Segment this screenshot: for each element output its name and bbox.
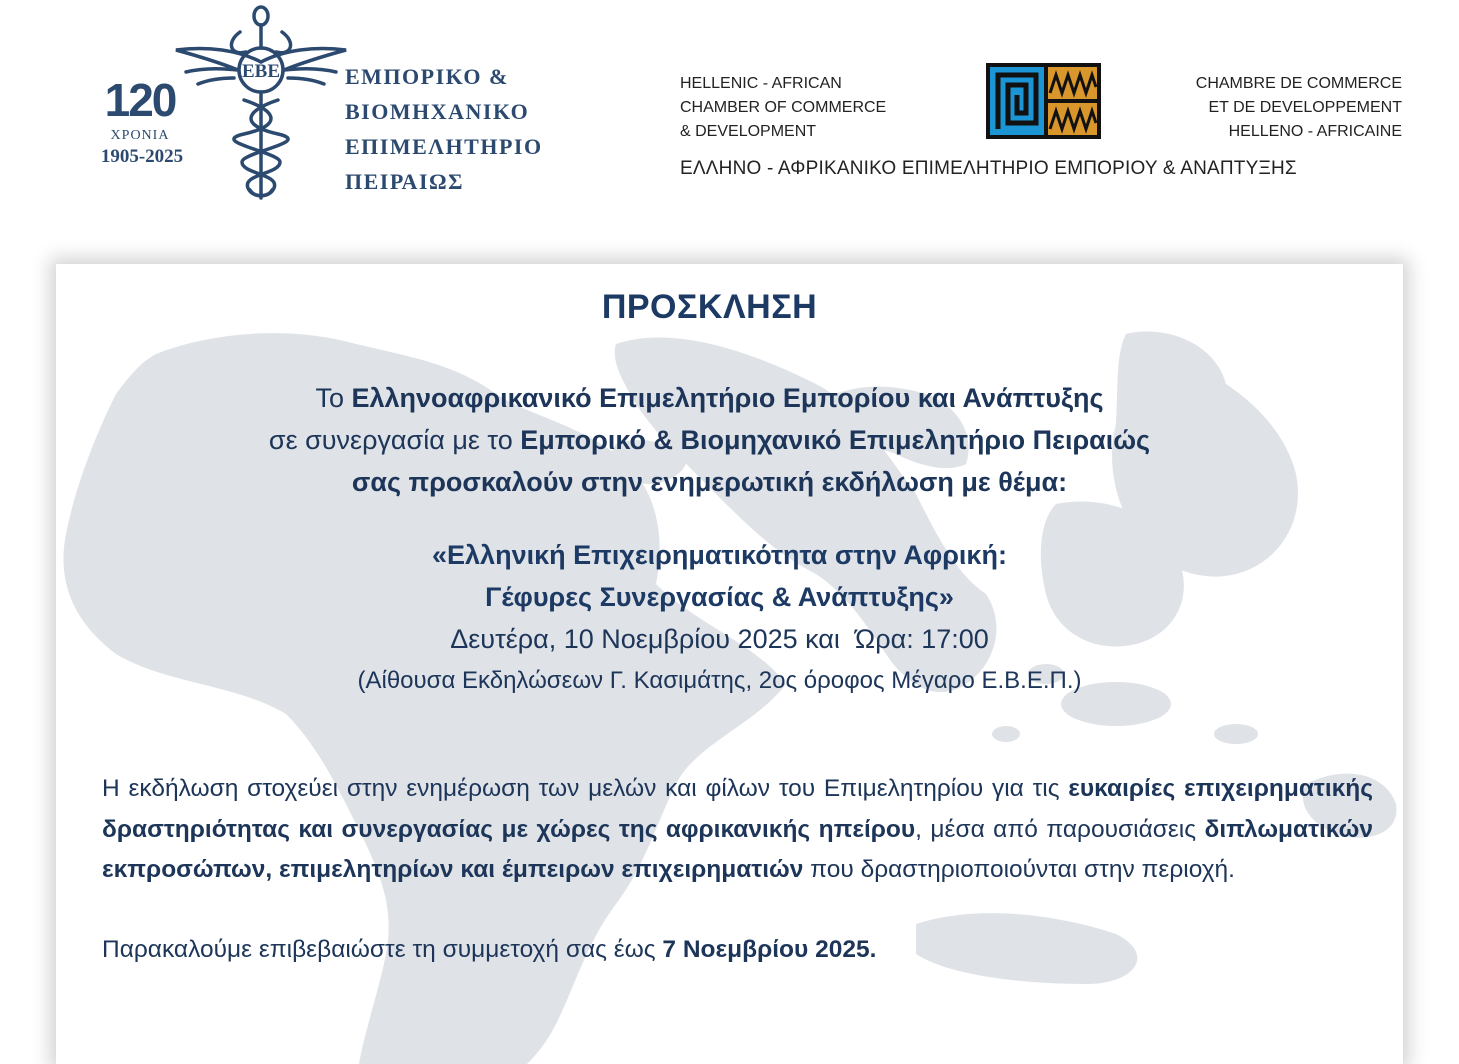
anniversary-word: ΧΡΟΝΙΑ (110, 128, 170, 143)
description-text: , μέσα από παρουσιάσεις (915, 815, 1205, 843)
ebep-name-line: ΕΜΠΟΡΙΚΟ & (345, 64, 509, 89)
hac-english-line: & DEVELOPMENT (680, 123, 817, 140)
hac-french-line: HELLENO - AFRICAINE (1228, 123, 1402, 140)
invitation-card (56, 264, 1403, 1064)
intro-line-2-partner: Εμπορικό & Βιομηχανικό Επιμελητήριο Πειραιώς (520, 425, 1151, 455)
hac-logo-icon (986, 63, 1101, 139)
intro-line-3-text: σας προσκαλούν στην ενημερωτική εκδήλωση με θέμα: (351, 467, 1068, 497)
event-topic-line-2: Γέφυρες Συνεργασίας & Ανάπτυξης» (485, 582, 954, 612)
event-description (102, 769, 1373, 891)
intro-line-2 (56, 419, 1363, 461)
hac-english-line: HELLENIC - AFRICAN (680, 75, 842, 92)
ebep-logo (80, 2, 600, 212)
caduceus-icon (168, 2, 354, 208)
invitation-intro (56, 377, 1363, 503)
ebep-name-line: ΠΕΙΡΑΙΩΣ (345, 169, 465, 194)
hac-french-line: CHAMBRE DE COMMERCE (1195, 75, 1402, 92)
hac-french-name (1140, 72, 1402, 144)
description-highlight: διπλωματικών εκπροσώπων, επιμελητηρίων και έμπειρων επιχειρηματιών (102, 815, 1373, 883)
description-text: που δραστηριοποιούνται στην περιοχή. (803, 856, 1235, 883)
event-venue: (Αίθουσα Εκδηλώσεων Γ. Κασιμάτης, 2ος όροφος Μέγαρο Ε.Β.Ε.Π.) (357, 667, 1082, 694)
rsvp-deadline: 7 Νοεμβρίου 2025. (662, 936, 877, 963)
description-highlight: ευκαιρίες επιχειρηματικής δραστηριότητας και συνεργασίας με χώρες της αφρικανικής ηπείρου (102, 775, 1374, 843)
intro-line-1 (56, 377, 1363, 419)
intro-line-2-prefix: σε συνεργασία με το (268, 425, 521, 455)
hac-french-line: ET DE DEVELOPPEMENT (1208, 99, 1402, 116)
ebep-name-line: ΕΠΙΜΕΛΗΤΗΡΙΟ (345, 134, 543, 159)
description-text: Η εκδήλωση στοχεύει στην ενημέρωση των μελών και φίλων του Επιμελητηρίου για τις (102, 775, 1069, 802)
invitation-title: ΠΡΟΣΚΛΗΣΗ (601, 288, 818, 326)
event-topic-line-1: «Ελληνική Επιχειρηματικότητα στην Αφρική: (432, 540, 1007, 570)
event-date-time: Δευτέρα, 10 Νοεμβρίου 2025 και Ώρα: 17:00 (450, 624, 989, 654)
ebep-name-line: ΒΙΟΜΗΧΑΝΙΚΟ (345, 99, 530, 124)
hac-english-name (680, 72, 886, 144)
hac-english-line: CHAMBER OF COMMERCE (680, 99, 887, 116)
anniversary-number: 120 (104, 74, 176, 126)
hac-greek-name: ΕΛΛΗΝΟ - ΑΦΡΙΚΑΝΙΚΟ ΕΠΙΜΕΛΗΤΗΡΙΟ ΕΜΠΟΡΙΟΥ & ΑΝΑΠΤΥΞΗΣ (680, 158, 1297, 179)
intro-line-1-organizer: Ελληνοαφρικανικό Επιμελητήριο Εμπορίου και Ανάπτυξης (351, 383, 1104, 413)
intro-line-1-prefix: Το (315, 383, 352, 413)
intro-line-3 (56, 461, 1363, 503)
rsvp-note (102, 930, 1373, 970)
ebep-monogram: ΕΒΕ (241, 61, 281, 82)
anniversary-years: 1905-2025 (100, 146, 184, 167)
rsvp-text: Παρακαλούμε επιβεβαιώστε τη συμμετοχή σας έως (102, 936, 663, 963)
ebep-name (345, 59, 543, 199)
event-topic (56, 534, 1383, 618)
